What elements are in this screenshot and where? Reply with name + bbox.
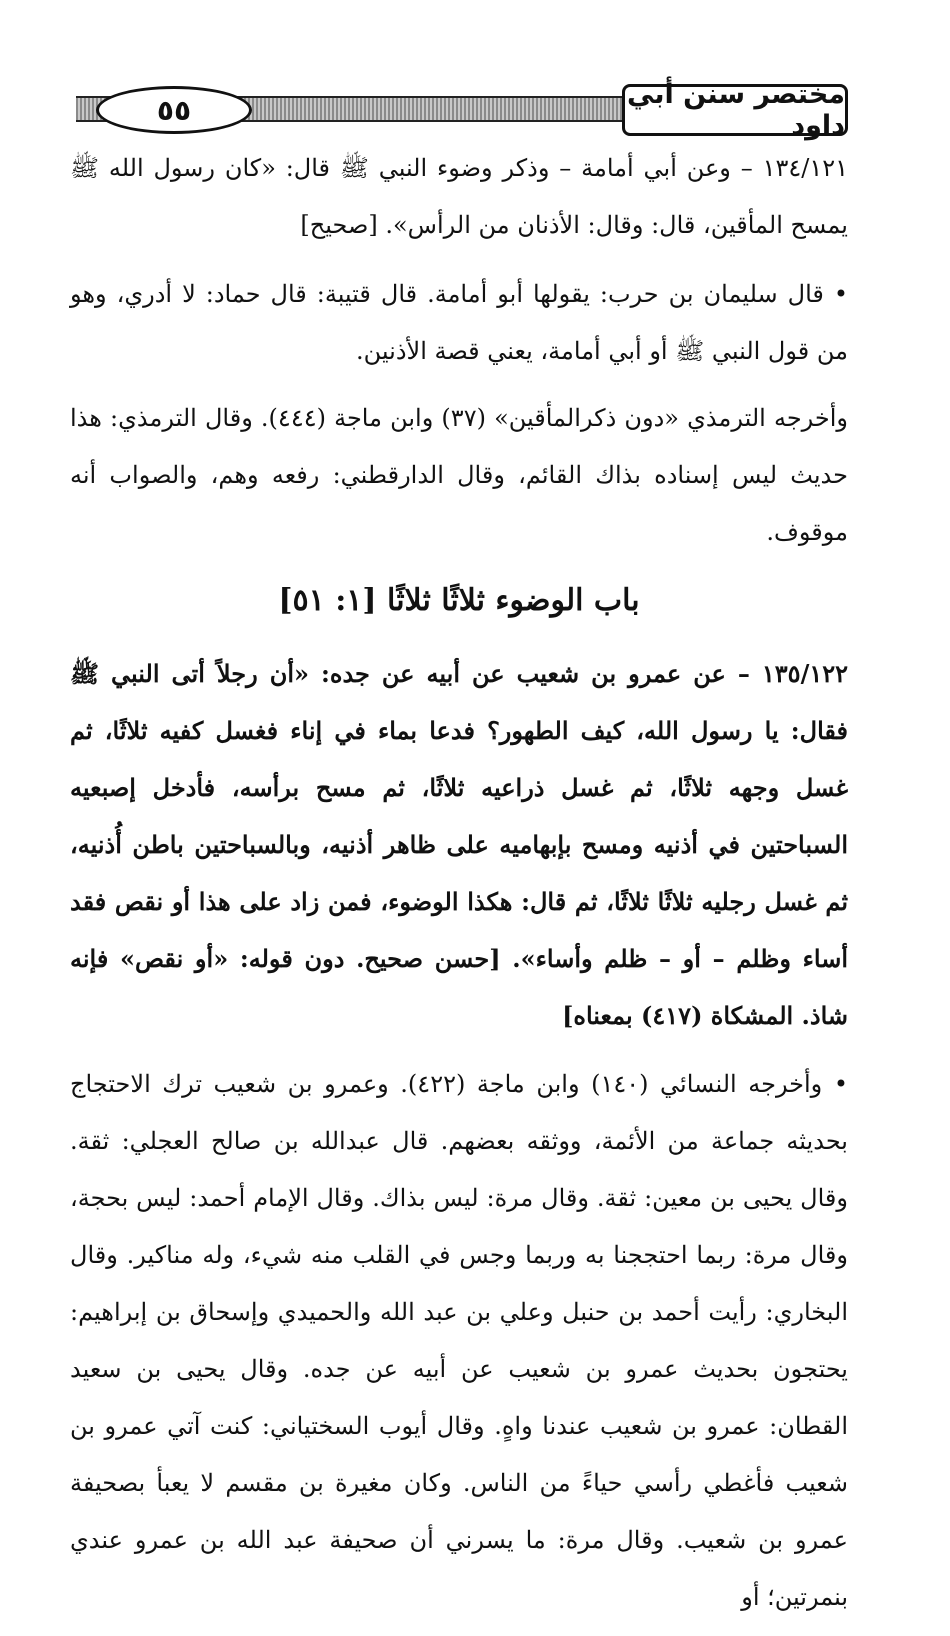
commentary-134-b: وأخرجه الترمذي «دون ذكرالمأقين» (٣٧) وابن ماجة (٤٤٤). وقال الترمذي: هذا حديث ليس إسناده بذاك القائم، وقال الدارقطني: رفعه وهم، والصواب أنه موقوف. [70,404,848,546]
chapter-heading: باب الوضوء ثلاثًا ثلاثًا [١: ٥١] [278,583,640,618]
hadith-134: ١٣٤/١٢١ – وعن أبي أمامة – وذكر وضوء النبي ﷺ قال: «كان رسول الله ﷺ يمسح المأقين، قال: وقال: الأذنان من الرأس». [صحيح] [70,154,848,239]
commentary-134-a: • قال سليمان بن حرب: يقولها أبو أمامة. قال قتيبة: قال حماد: لا أدري، وهو من قول النبي ﷺ أو أبي أمامة، يعني قصة الأذنين. [70,280,848,365]
book-title: مختصر سنن أبي داود [622,84,848,136]
hadith-135: ١٣٥/١٢٢ – عن عمرو بن شعيب عن أبيه عن جده: «أن رجلاً أتى النبي ﷺ فقال: يا رسول الله، كيف الطهور؟ فدعا بماء في إناء فغسل كفيه ثلاثًا، ثم غسل وجهه ثلاثًا، ثم غسل ذراعيه ثلاثًا، ثم مسح برأسه، فأدخل إصبعيه السباحتين في أذنيه ومسح بإبهاميه على ظاهر أذنيه، وبالسباحتين باطن أُذنيه، ثم غسل رجليه ثلاثًا ثلاثًا، ثم قال: هكذا الوضوء، فمن زاد على هذا أو نقص فقد أساء وظلم – أو – ظلم وأساء». [حسن صحيح. دون قوله: «أو نقص» فإنه شاذ. المشكاة (٤١٧) بمعناه] [70,659,849,1030]
commentary-135: • وأخرجه النسائي (١٤٠) وابن ماجة (٤٢٢). وعمرو بن شعيب ترك الاحتجاج بحديثه جماعة من الأئمة، ووثقه بعضهم. قال عبدالله بن صالح العجلي: ثقة. وقال يحيى بن معين: ثقة. وقال مرة: ليس بذاك. وقال الإمام أحمد: ليس بحجة، وقال مرة: ربما احتججنا به وربما وجس في القلب منه شيء، وله مناكير. وقال البخاري: رأيت أحمد بن حنبل وعلي بن عبد الله والحميدي وإسحاق بن إبراهيم: يحتجون بحديث عمرو بن شعيب عن أبيه عن جده. وقال يحيى بن سعيد القطان: عمرو بن شعيب عندنا واهٍ. وقال أيوب السختياني: كنت آتي عمرو بن شعيب فأغطي رأسي حياءً من الناس. وكان مغيرة بن مقسم لا يعبأ بصحيفة عمرو بن شعيب. وقال مرة: ما يسرني أن صحيفة عبد الله بن عمرو عندي بنمرتين؛ أو [70,1070,848,1611]
page-body [70,140,848,1636]
page-header [76,79,848,141]
page-number: ٥٥ [96,86,252,134]
